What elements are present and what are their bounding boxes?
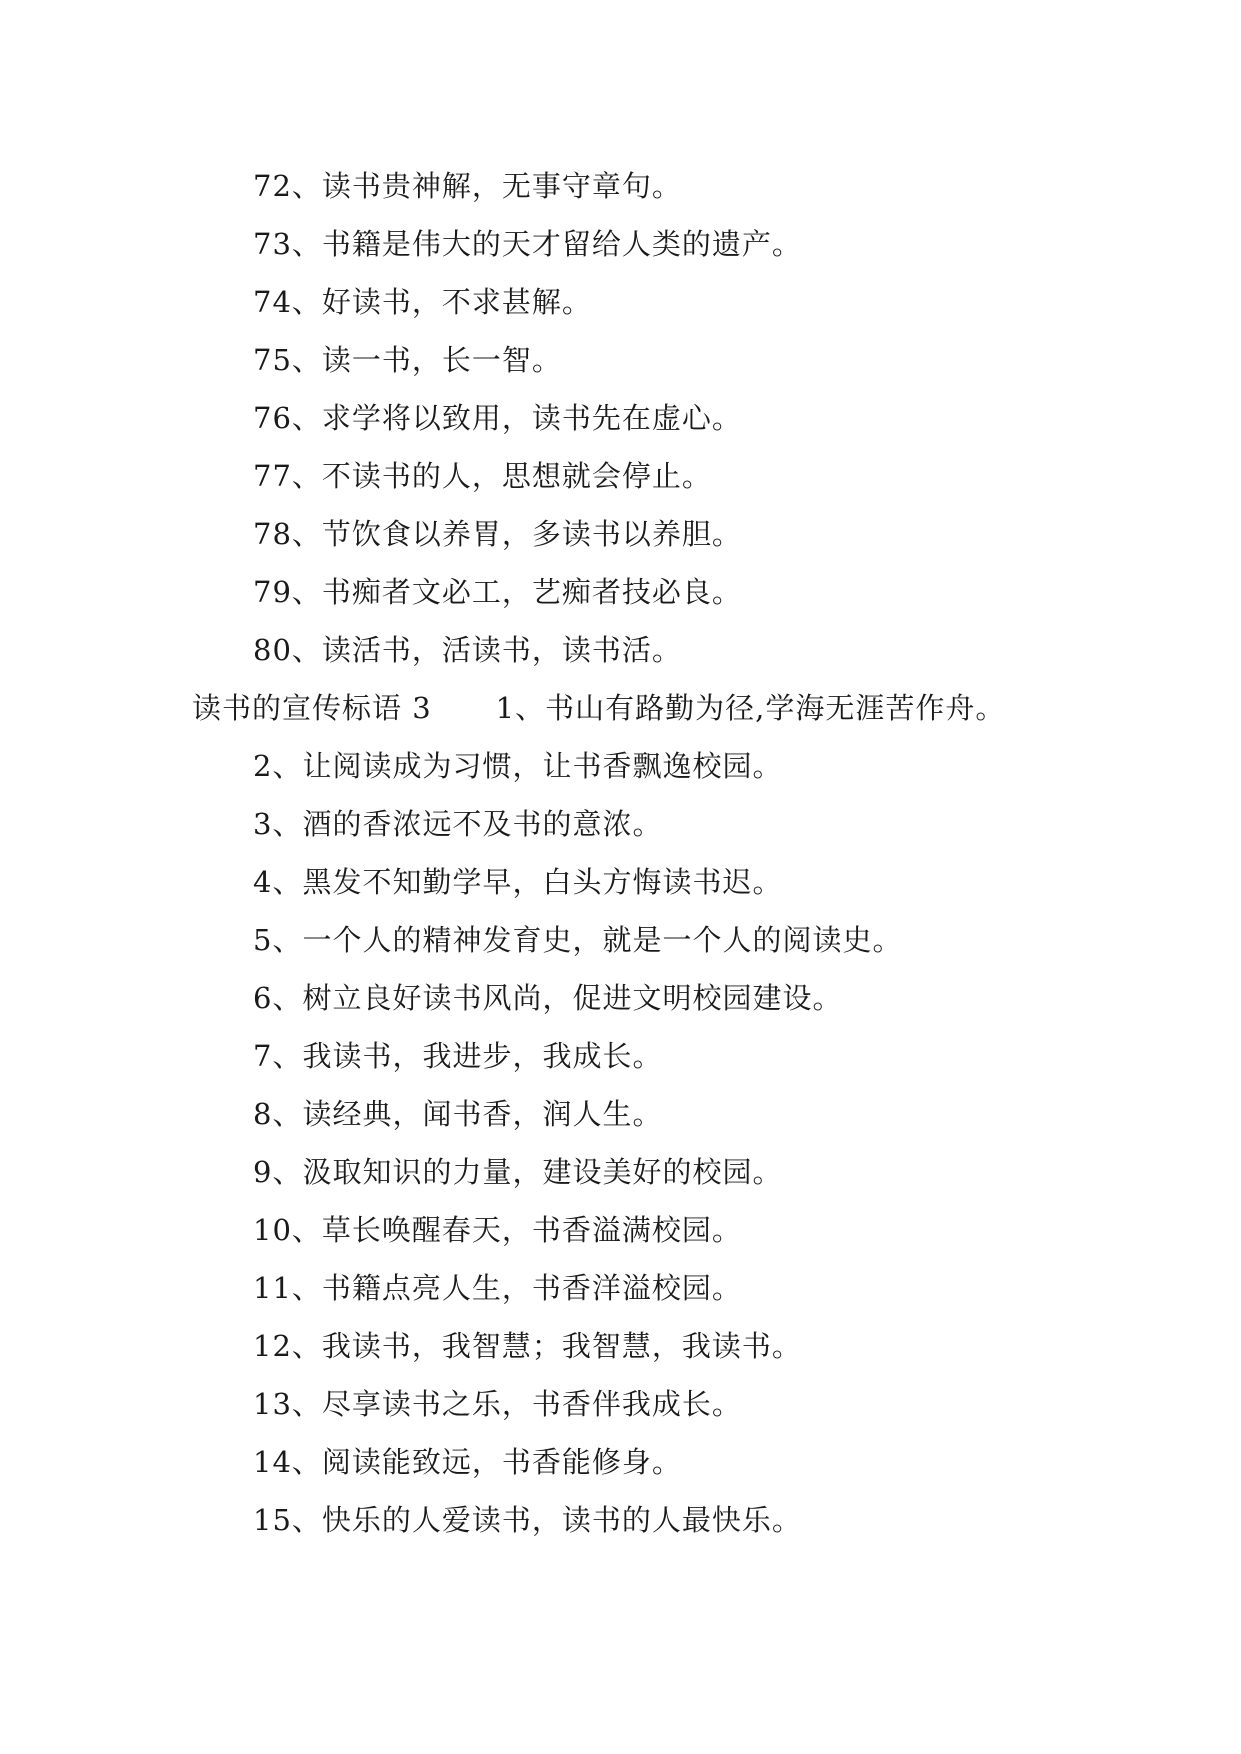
list-item: 9、汲取知识的力量，建设美好的校园。 bbox=[253, 1155, 783, 1189]
list-item: 5、一个人的精神发育史，就是一个人的阅读史。 bbox=[253, 923, 903, 957]
list-item: 8、读经典，闻书香，润人生。 bbox=[253, 1097, 663, 1131]
list-item: 73、书籍是伟大的天才留给人类的遗产。 bbox=[253, 227, 802, 261]
list-item: 4、黑发不知勤学早，白头方悔读书迟。 bbox=[253, 865, 783, 899]
list-item: 1、书山有路勤为径,学海无涯苦作舟。 bbox=[495, 691, 1006, 725]
list-item: 72、读书贵神解，无事守章句。 bbox=[253, 169, 682, 203]
list-item: 14、阅读能致远，书香能修身。 bbox=[253, 1445, 682, 1479]
list-item: 74、好读书，不求甚解。 bbox=[253, 285, 592, 319]
list-item: 76、求学将以致用，读书先在虚心。 bbox=[253, 401, 742, 435]
list-item: 11、书籍点亮人生，书香洋溢校园。 bbox=[253, 1271, 742, 1305]
list-item: 6、树立良好读书风尚，促进文明校园建设。 bbox=[253, 981, 843, 1015]
list-item: 7、我读书，我进步，我成长。 bbox=[253, 1039, 663, 1073]
list-item: 77、不读书的人，思想就会停止。 bbox=[253, 459, 712, 493]
list-item: 2、让阅读成为习惯，让书香飘逸校园。 bbox=[253, 749, 783, 783]
section-heading-line bbox=[192, 688, 1005, 728]
list-item: 10、草长唤醒春天，书香溢满校园。 bbox=[253, 1213, 742, 1247]
list-item: 80、读活书，活读书，读书活。 bbox=[253, 633, 682, 667]
list-item: 75、读一书，长一智。 bbox=[253, 343, 562, 377]
list-item: 15、快乐的人爱读书，读书的人最快乐。 bbox=[253, 1503, 802, 1537]
list-item: 13、尽享读书之乐，书香伴我成长。 bbox=[253, 1387, 742, 1421]
section-heading: 读书的宣传标语 3 bbox=[192, 691, 432, 725]
list-item: 12、我读书，我智慧；我智慧，我读书。 bbox=[253, 1329, 802, 1363]
list-item: 3、酒的香浓远不及书的意浓。 bbox=[253, 807, 663, 841]
list-item: 78、节饮食以养胃，多读书以养胆。 bbox=[253, 517, 742, 551]
list-item: 79、书痴者文必工，艺痴者技必良。 bbox=[253, 575, 742, 609]
